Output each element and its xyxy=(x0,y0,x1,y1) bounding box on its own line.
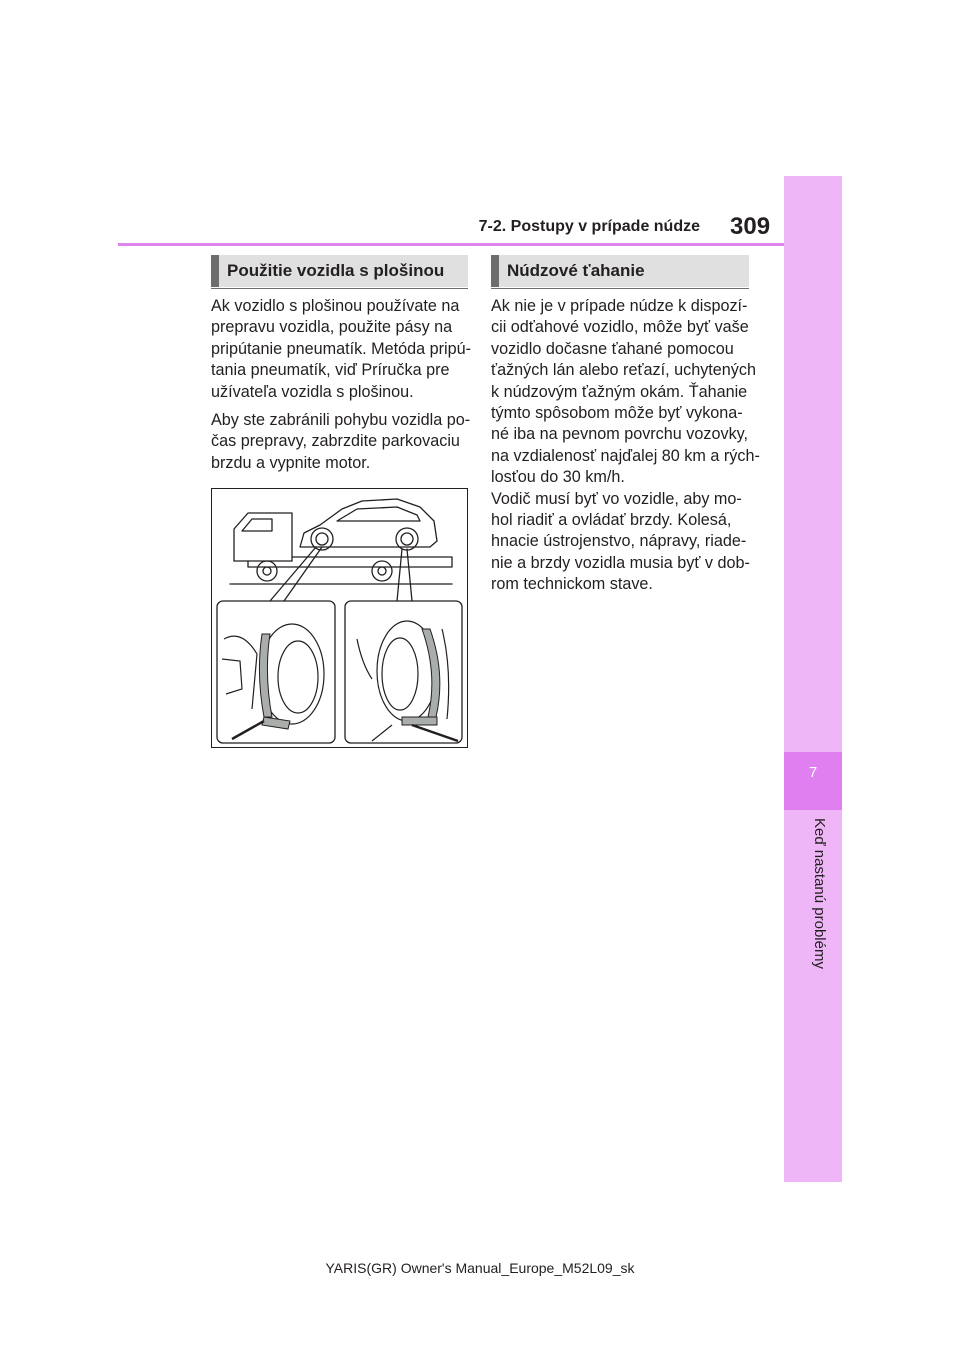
right-heading-underline xyxy=(491,288,749,289)
truck-front-wheel xyxy=(257,561,277,581)
chapter-tab-active-marker[interactable] xyxy=(784,752,842,810)
car-windows xyxy=(337,507,420,521)
text-line: užívateľa vozidla s plošinou. xyxy=(211,382,414,401)
text-line: Ak nie je v prípade núdze k dispozí- xyxy=(491,297,748,315)
left-heading-underline xyxy=(211,288,468,289)
flatbed-illustration-svg xyxy=(212,489,467,747)
page-number: 309 xyxy=(730,213,771,240)
text-line: losťou do 30 km/h. xyxy=(491,468,625,487)
truck-cab xyxy=(234,513,292,561)
truck-rear-wheel xyxy=(372,561,392,581)
text-line: Aby ste zabránili pohybu vozidla po- xyxy=(211,411,471,429)
text-line: vozidlo dočasne ťahané pomocou xyxy=(491,339,734,358)
text-line: rom technickom stave. xyxy=(491,575,653,594)
car-body xyxy=(300,499,437,547)
chapter-number: 7 xyxy=(808,764,818,781)
chapter-label: Keď nastanú problémy xyxy=(811,818,828,969)
cab-window xyxy=(242,519,272,531)
text-line: nie a brzdy vozidla musia byť v dob- xyxy=(491,553,750,572)
text-line: brzdu a vypnite motor. xyxy=(211,453,371,472)
text-line: hnacie ústrojenstvo, nápravy, riade- xyxy=(491,532,747,551)
right-paragraph xyxy=(491,296,761,596)
text-line: na vzdialenosť najďalej 80 km a rých- xyxy=(491,446,760,465)
front-tiedown-strap xyxy=(259,634,272,717)
left-paragraph-2 xyxy=(211,410,473,474)
text-line: Vodič musí byť vo vozidle, aby mo- xyxy=(491,489,742,508)
rear-tiedown-strap xyxy=(422,629,440,717)
text-line: cii odťahové vozidlo, môže byť vaše xyxy=(491,318,749,337)
text-line: pripútanie pneumatík. Metóda pripú- xyxy=(211,339,472,358)
text-line: týmto spôsobom môže byť vykona- xyxy=(491,404,743,423)
text-line: tania pneumatík, viď Príručka pre xyxy=(211,361,450,380)
text-line: hol riadiť a ovládať brzdy. Kolesá, xyxy=(491,511,732,530)
right-section-heading: Núdzové ťahanie xyxy=(491,255,749,287)
text-line: čas prepravy, zabrzdite parkovaciu xyxy=(211,432,460,451)
left-paragraph-1 xyxy=(211,296,473,403)
chapter-side-tab[interactable] xyxy=(784,176,842,1182)
header-divider xyxy=(118,243,784,246)
text-line: k núdzovým ťažným okám. Ťahanie xyxy=(491,382,748,401)
flatbed-deck xyxy=(248,557,452,567)
text-line: né iba na pevnom povrchu vozovky, xyxy=(491,425,749,444)
flatbed-tiedown-illustration xyxy=(211,488,468,748)
text-line: Ak vozidlo s plošinou používate na xyxy=(211,297,460,315)
footer-manual-id: YARIS(GR) Owner's Manual_Europe_M52L09_sk xyxy=(325,1260,635,1276)
text-line: ťažných lán alebo reťazí, uchytených xyxy=(491,361,756,380)
left-section-heading: Použitie vozidla s plošinou xyxy=(211,255,468,287)
text-line: prepravu vozidla, použite pásy na xyxy=(211,318,453,337)
section-header-title: 7-2. Postupy v prípade núdze xyxy=(478,218,700,235)
